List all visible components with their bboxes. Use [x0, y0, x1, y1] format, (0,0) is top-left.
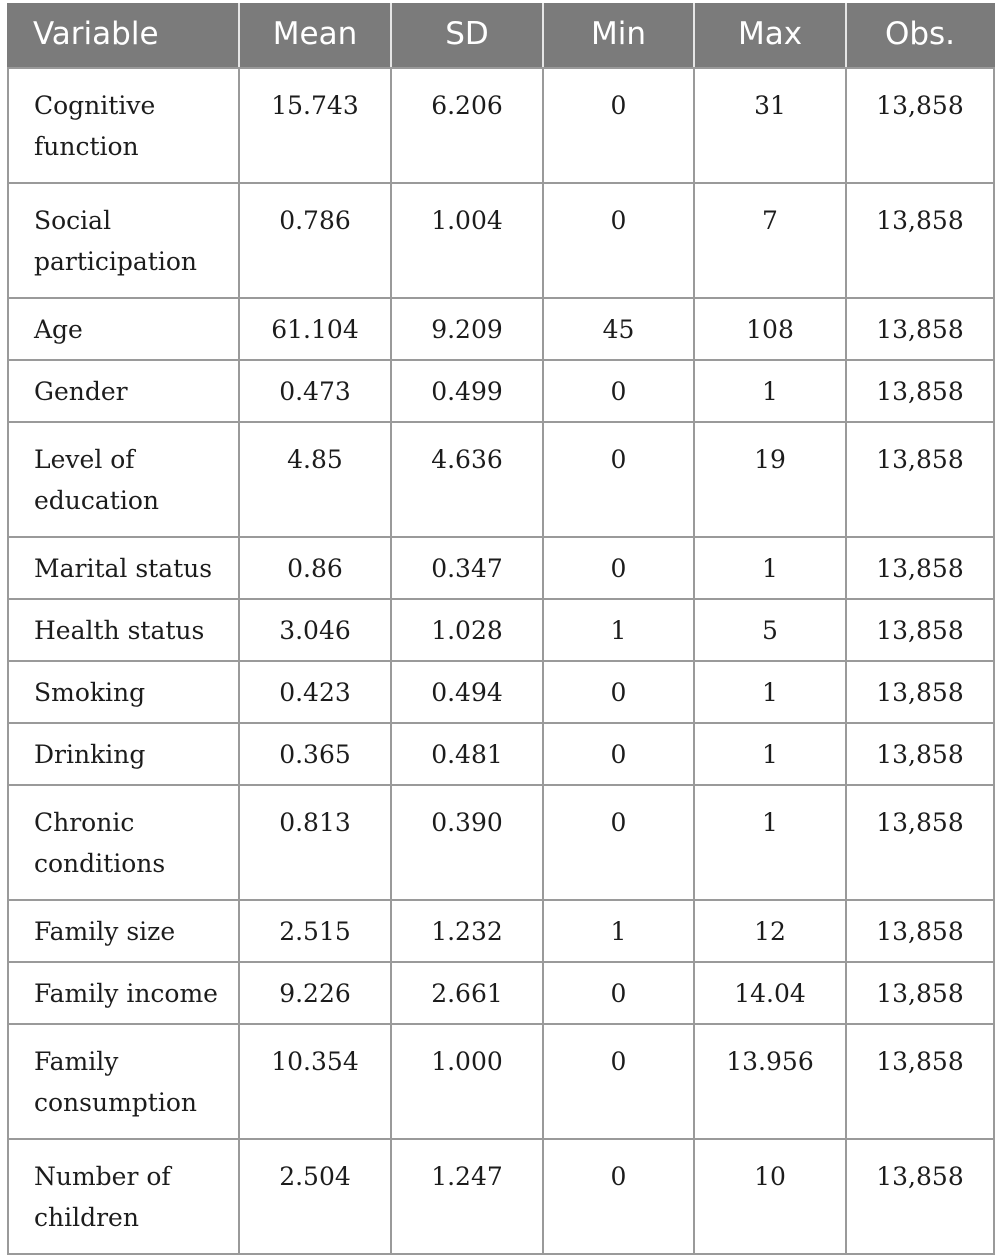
- cell-variable: Health status: [8, 599, 239, 661]
- table-row: [8, 599, 994, 661]
- cell-max: 1: [694, 661, 846, 723]
- table-body: [8, 68, 994, 1254]
- table-row: [8, 360, 994, 422]
- cell-min: 0: [543, 537, 694, 599]
- table-row: [8, 661, 994, 723]
- cell-sd: 4.636: [391, 422, 543, 537]
- cell-variable: Number of children: [8, 1139, 239, 1254]
- cell-variable: Smoking: [8, 661, 239, 723]
- cell-min: 0: [543, 183, 694, 298]
- cell-obs: 13,858: [846, 298, 994, 360]
- cell-mean: 0.473: [239, 360, 391, 422]
- cell-variable: Level of education: [8, 422, 239, 537]
- cell-min: 1: [543, 599, 694, 661]
- cell-obs: 13,858: [846, 599, 994, 661]
- header-obs: Obs.: [846, 4, 994, 68]
- cell-obs: 13,858: [846, 537, 994, 599]
- cell-min: 45: [543, 298, 694, 360]
- cell-sd: 1.028: [391, 599, 543, 661]
- cell-sd: 0.494: [391, 661, 543, 723]
- cell-mean: 2.504: [239, 1139, 391, 1254]
- cell-min: 0: [543, 723, 694, 785]
- cell-sd: 0.347: [391, 537, 543, 599]
- table-row: [8, 422, 994, 537]
- cell-sd: 2.661: [391, 962, 543, 1024]
- cell-obs: 13,858: [846, 422, 994, 537]
- table-row: [8, 298, 994, 360]
- table-row: [8, 900, 994, 962]
- cell-min: 0: [543, 785, 694, 900]
- header-sd: SD: [391, 4, 543, 68]
- cell-sd: 1.247: [391, 1139, 543, 1254]
- cell-obs: 13,858: [846, 1024, 994, 1139]
- cell-min: 0: [543, 422, 694, 537]
- table-header: [8, 4, 994, 68]
- cell-min: 0: [543, 1139, 694, 1254]
- cell-variable: Family income: [8, 962, 239, 1024]
- cell-obs: 13,858: [846, 360, 994, 422]
- cell-max: 1: [694, 537, 846, 599]
- cell-min: 0: [543, 962, 694, 1024]
- cell-min: 0: [543, 661, 694, 723]
- cell-variable: Marital status: [8, 537, 239, 599]
- cell-mean: 0.86: [239, 537, 391, 599]
- cell-min: 0: [543, 68, 694, 183]
- cell-obs: 13,858: [846, 183, 994, 298]
- header-variable: Variable: [8, 4, 239, 68]
- cell-variable: Drinking: [8, 723, 239, 785]
- cell-min: 0: [543, 360, 694, 422]
- table-row: [8, 962, 994, 1024]
- cell-mean: 15.743: [239, 68, 391, 183]
- table-row: [8, 537, 994, 599]
- table-row: [8, 723, 994, 785]
- cell-variable: Family consumption: [8, 1024, 239, 1139]
- cell-max: 19: [694, 422, 846, 537]
- cell-sd: 0.390: [391, 785, 543, 900]
- cell-sd: 1.232: [391, 900, 543, 962]
- cell-max: 7: [694, 183, 846, 298]
- table-row: [8, 785, 994, 900]
- cell-mean: 61.104: [239, 298, 391, 360]
- cell-variable: Age: [8, 298, 239, 360]
- cell-sd: 0.499: [391, 360, 543, 422]
- header-max: Max: [694, 4, 846, 68]
- cell-max: 5: [694, 599, 846, 661]
- cell-obs: 13,858: [846, 900, 994, 962]
- cell-variable: Social participation: [8, 183, 239, 298]
- cell-variable: Cognitive function: [8, 68, 239, 183]
- table-row: [8, 1024, 994, 1139]
- cell-obs: 13,858: [846, 68, 994, 183]
- cell-variable: Family size: [8, 900, 239, 962]
- cell-mean: 4.85: [239, 422, 391, 537]
- cell-variable: Chronic conditions: [8, 785, 239, 900]
- cell-mean: 2.515: [239, 900, 391, 962]
- cell-obs: 13,858: [846, 723, 994, 785]
- table-row: [8, 1139, 994, 1254]
- table-row: [8, 183, 994, 298]
- cell-obs: 13,858: [846, 962, 994, 1024]
- cell-variable: Gender: [8, 360, 239, 422]
- descriptive-statistics-table: [7, 3, 995, 1255]
- cell-max: 31: [694, 68, 846, 183]
- header-row: [8, 4, 994, 68]
- cell-mean: 0.786: [239, 183, 391, 298]
- cell-max: 1: [694, 723, 846, 785]
- cell-mean: 0.813: [239, 785, 391, 900]
- cell-min: 1: [543, 900, 694, 962]
- cell-min: 0: [543, 1024, 694, 1139]
- cell-max: 1: [694, 360, 846, 422]
- cell-sd: 0.481: [391, 723, 543, 785]
- cell-mean: 3.046: [239, 599, 391, 661]
- cell-sd: 1.004: [391, 183, 543, 298]
- cell-max: 1: [694, 785, 846, 900]
- table-row: [8, 68, 994, 183]
- cell-obs: 13,858: [846, 785, 994, 900]
- cell-max: 13.956: [694, 1024, 846, 1139]
- header-min: Min: [543, 4, 694, 68]
- cell-sd: 9.209: [391, 298, 543, 360]
- cell-max: 12: [694, 900, 846, 962]
- cell-mean: 0.423: [239, 661, 391, 723]
- cell-max: 14.04: [694, 962, 846, 1024]
- cell-sd: 6.206: [391, 68, 543, 183]
- cell-mean: 10.354: [239, 1024, 391, 1139]
- cell-obs: 13,858: [846, 661, 994, 723]
- cell-mean: 9.226: [239, 962, 391, 1024]
- header-mean: Mean: [239, 4, 391, 68]
- cell-max: 10: [694, 1139, 846, 1254]
- cell-mean: 0.365: [239, 723, 391, 785]
- cell-sd: 1.000: [391, 1024, 543, 1139]
- cell-obs: 13,858: [846, 1139, 994, 1254]
- cell-max: 108: [694, 298, 846, 360]
